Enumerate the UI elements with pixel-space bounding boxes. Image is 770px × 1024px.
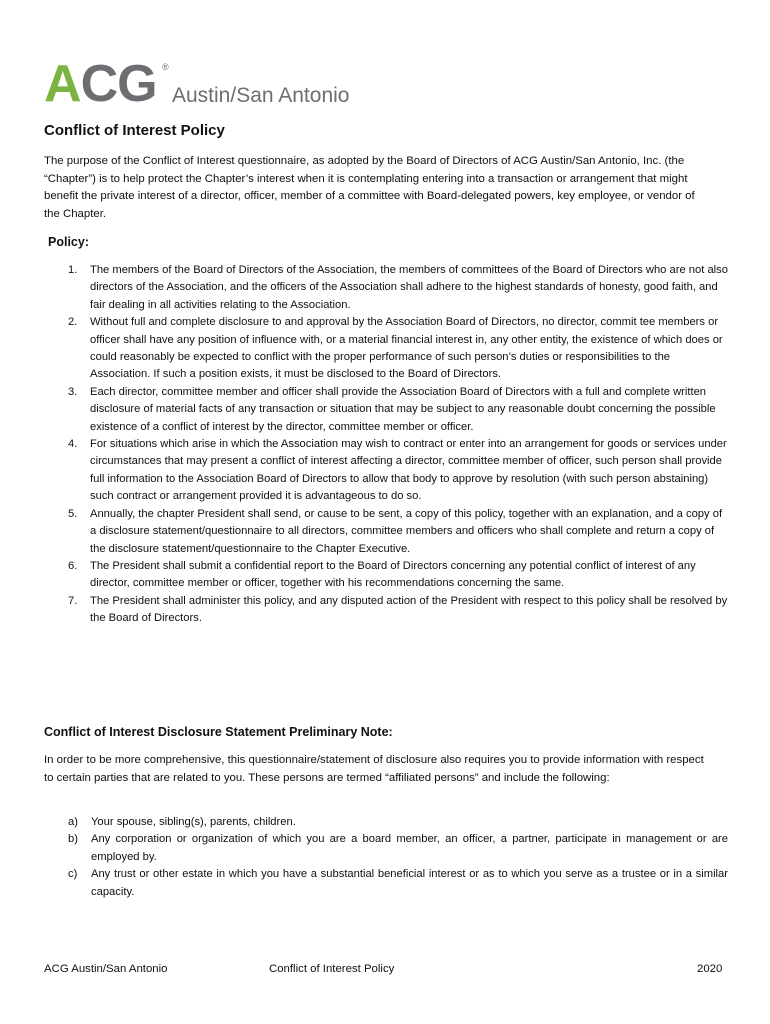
affiliated-item (44, 814, 728, 831)
policy-item (44, 384, 728, 436)
policy-item-text: For situations which arise in which the Association may wish to contract or enter into an arrangement for goods or services under circumstances that may present a conflict of interest affecting a director, committee member of officer, such person shall provide full information to the Association Board of Directors to allow that body to approve by resolution (with such person abstaining) such contract or arrangement provided it is advantageous to do so. (90, 438, 727, 503)
logo-subtitle: Austin/San Antonio (172, 84, 350, 107)
acg-logo (44, 55, 374, 113)
policy-item-number: 2. (68, 316, 78, 329)
policy-item (44, 314, 728, 384)
affiliated-item-text: Any corporation or organization of which you are a board member, an officer, a partner, participate in management or are employed by. (91, 833, 728, 863)
policy-item-text: Annually, the chapter President shall send, or cause to be sent, a copy of this policy, together with an explanation, and a copy of a disclosure statement/questionnaire to all directors, committee members and officers who shall complete and return a copy of the disclosure statement/questionnaire to the Chapter Executive. (90, 507, 723, 555)
policy-item-number: 7. (68, 594, 78, 607)
affiliated-persons-list (44, 814, 728, 901)
policy-item-text: The President shall submit a confidential report to the Board of Directors concerning any potential conflict of interest of any director, committee member or officer, together with his recommendations concerning the same. (90, 559, 696, 590)
policy-item-number: 1. (68, 264, 78, 276)
affiliated-item-letter: b) (68, 833, 78, 846)
policy-item (44, 593, 728, 628)
policy-item-text: The President shall administer this policy, and any disputed action of the President with respect to this policy shall be resolved by the Board of Directors. (90, 594, 728, 625)
logo-wordmark (44, 55, 157, 113)
disclosure-note-heading: Conflict of Interest Disclosure Statement Preliminary Note: (44, 725, 393, 739)
policy-item-number: 4. (68, 438, 78, 451)
logo-letters-cg: CG (80, 55, 157, 113)
logo-letter-a: A (44, 55, 81, 113)
affiliated-item (44, 831, 728, 866)
footer-document-name: Conflict of Interest Policy (269, 963, 395, 975)
policy-item (44, 558, 728, 593)
registered-mark: ® (162, 62, 169, 72)
affiliated-item-letter: c) (68, 868, 78, 881)
policy-item (44, 262, 728, 314)
affiliated-item-text: Any trust or other estate in which you have a substantial beneficial interest or as to which you serve as a trustee or in a similar capacity. (91, 868, 728, 898)
policy-heading: Policy: (48, 235, 89, 249)
policy-item-number: 6. (68, 559, 78, 572)
footer-organization: ACG Austin/San Antonio (44, 963, 168, 975)
policy-item (44, 436, 728, 506)
policy-list (44, 262, 728, 628)
policy-item-text: Without full and complete disclosure to and approval by the Association Board of Directors, no director, commit tee members or officer shall have any position of influence with, or a material financial interest in, any other entity, the existence of which does or could reasonably be expected to conflict with the proper performance of such person’s duties or responsibilities to the Association. If such a position exists, it must be disclosed to the Board of Directors. (90, 316, 723, 381)
footer-year: 2020 (697, 963, 723, 975)
document-title: Conflict of Interest Policy (44, 122, 225, 139)
disclosure-note-paragraph: In order to be more comprehensive, this questionnaire/statement of disclosure also requires you to provide information with respect to certain parties that are related to you. These persons are termed “affiliated persons” and include the following: (44, 754, 704, 784)
intro-paragraph: The purpose of the Conflict of Interest questionnaire, as adopted by the Board of Directors of ACG Austin/San Antonio, Inc. (the “Chapter”) is to help protect the Chapter’s interest when it is contemplating entering into a transaction or arrangement that might benefit the private interest of a director, officer, member of a committee with Board-delegated powers, key employee, or vendor of the Chapter. (44, 155, 695, 220)
policy-item (44, 506, 728, 558)
affiliated-item-letter: a) (68, 816, 78, 828)
affiliated-item (44, 866, 728, 901)
affiliated-item-text: Your spouse, sibling(s), parents, children. (91, 816, 296, 828)
policy-item-number: 3. (68, 385, 78, 398)
policy-item-text: The members of the Board of Directors of the Association, the members of committees of the Board of Directors who are not also directors of the Association, and the officers of the Association shall adhere to the highest standards of honesty, good faith, and fair dealing in all activities relating to the Association. (90, 264, 728, 311)
policy-item-number: 5. (68, 507, 78, 520)
policy-item-text: Each director, committee member and officer shall provide the Association Board of Directors with a full and complete written disclosure of material facts of any transaction or situation that may be subject to any reasonable doubt concerning the possible existence of a conflict of interest by the director, committee member or officer. (90, 385, 716, 433)
